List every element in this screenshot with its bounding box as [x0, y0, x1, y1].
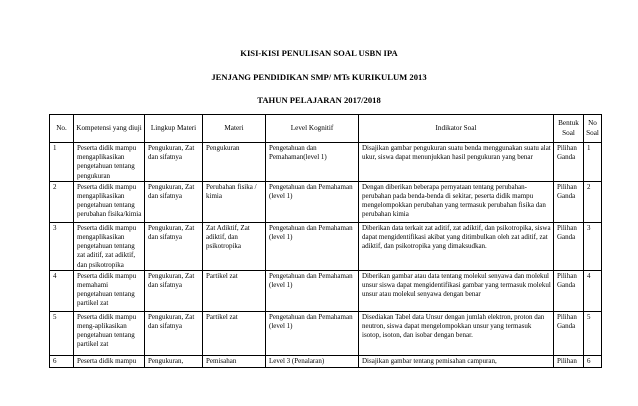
- cell-level: Pengetahuan dan Pemahaman (level 1): [266, 270, 359, 311]
- cell-level: Pengetahuan dan Pemahaman(level 1): [266, 143, 359, 182]
- document-subtitle: JENJANG PENDIDIKAN SMP/ MTs KURIKULUM 2013: [211, 72, 427, 82]
- cell-indikator: Disediakan Tabel data Unsur dengan jumlah elektron, proton dan neutron, siswa dapat mengelompokkan unsur yang termasuk isotop, isoton, dan isobar dengan benar.: [359, 311, 554, 355]
- header-indikator: Indikator Soal: [359, 115, 554, 143]
- cell-level: Pengetahuan dan Pemahaman (level 1): [266, 311, 359, 355]
- cell-bentuk: Pilihan: [554, 355, 584, 367]
- cell-nosoal: 1: [584, 143, 602, 182]
- cell-lingkup: Pengukuran, Zat dan sifatnya: [145, 222, 203, 270]
- header-level: Level Kognitif: [266, 115, 359, 143]
- table-row: [50, 355, 602, 367]
- cell-bentuk: Pilihan Ganda: [554, 222, 584, 270]
- cell-lingkup: Pengukuran, Zat dan sifatnya: [145, 311, 203, 355]
- table-row: [50, 270, 602, 311]
- cell-no: 1: [50, 143, 74, 182]
- header-no: No.: [50, 115, 74, 143]
- header-lingkup: Lingkup Materi: [145, 115, 203, 143]
- table-row: [50, 143, 602, 182]
- cell-no: 3: [50, 222, 74, 270]
- cell-nosoal: 5: [584, 311, 602, 355]
- cell-materi: Partikel zat: [203, 270, 266, 311]
- cell-materi: Pemisahan: [203, 355, 266, 367]
- cell-nosoal: 3: [584, 222, 602, 270]
- cell-nosoal: 4: [584, 270, 602, 311]
- cell-bentuk: Pilihan Ganda: [554, 311, 584, 355]
- cell-kompetensi: Peserta didik mampu mengaplikasikan pengetahuan tentang perubahan fisika/kimia: [74, 181, 145, 222]
- cell-bentuk: Pilihan Ganda: [554, 143, 584, 182]
- cell-kompetensi: Peserta didik mampu mengaplikasikan pengetahuan tentang pengukuran: [74, 143, 145, 182]
- header-kompetensi: Kompetensi yang diuji: [74, 115, 145, 143]
- cell-nosoal: 2: [584, 181, 602, 222]
- cell-no: 4: [50, 270, 74, 311]
- cell-kompetensi: Peserta didik mampu memahami pengetahuan tentang partikel zat: [74, 270, 145, 311]
- cell-kompetensi: Peserta didik mampu meng-aplikasikan pengetahuan tentang partikel zat: [74, 311, 145, 355]
- header-materi: Materi: [203, 115, 266, 143]
- cell-level: Pengetahuan dan Pemahaman (level 1): [266, 181, 359, 222]
- header-bentuk: Bentuk Soal: [554, 115, 584, 143]
- cell-kompetensi: Peserta didik mampu: [74, 355, 145, 367]
- kisi-kisi-table: [49, 114, 602, 368]
- cell-materi: Perubahan fisika / kimia: [203, 181, 266, 222]
- cell-lingkup: Pengukuran,: [145, 355, 203, 367]
- table-row: [50, 181, 602, 222]
- cell-indikator: Diberikan data terkait zat aditif, zat adiktif, dan psikotropika, siswa dapat mengidentifikasi akibat yang ditimbulkan oleh zat aditif, zat adiktif, dan psikotropika yang dimaksudkan.: [359, 222, 554, 270]
- cell-no: 2: [50, 181, 74, 222]
- header-nosoal: No Soal: [584, 115, 602, 143]
- cell-materi: Zat Adiktif, Zat adiktif, dan psikotropika: [203, 222, 266, 270]
- cell-nosoal: 6: [584, 355, 602, 367]
- document-year: TAHUN PELAJARAN 2017/2018: [257, 95, 381, 105]
- cell-indikator: Dengan diberikan beberapa pernyataan tentang perubahan-perubahan pada benda-benda di sekitar, peserta didik mampu mengelompokkan perubahan yang termasuk perubahan fisika dan perubahan kimia: [359, 181, 554, 222]
- cell-level: Level 3 (Penalaran): [266, 355, 359, 367]
- cell-materi: Partikel zat: [203, 311, 266, 355]
- table-row: [50, 222, 602, 270]
- table-header-row: [50, 115, 602, 143]
- cell-bentuk: Pilihan Ganda: [554, 181, 584, 222]
- cell-no: 6: [50, 355, 74, 367]
- cell-lingkup: Pengukuran, Zat dan sifatnya: [145, 270, 203, 311]
- cell-no: 5: [50, 311, 74, 355]
- cell-indikator: Diberikan gambar atau data tentang molekul senyawa dan molekul unsur siswa dapat mengidentifikasi gambar yang termasuk molekul unsur atau molekul senyawa dengan benar: [359, 270, 554, 311]
- cell-lingkup: Pengukuran, Zat dan sifatnya: [145, 181, 203, 222]
- table-row: [50, 311, 602, 355]
- document-title: KISI-KISI PENULISAN SOAL USBN IPA: [240, 48, 398, 58]
- cell-level: Pengetahuan dan Pemahaman (level 1): [266, 222, 359, 270]
- cell-kompetensi: Peserta didik mampu mengaplikasikan pengetahuan tentang zat aditif, zat adiktif, dan psikotropika: [74, 222, 145, 270]
- cell-bentuk: Pilihan Ganda: [554, 270, 584, 311]
- cell-indikator: Disajikan gambar tentang pemisahan campuran,: [359, 355, 554, 367]
- cell-materi: Pengukuran: [203, 143, 266, 182]
- cell-lingkup: Pengukuran, Zat dan sifatnya: [145, 143, 203, 182]
- cell-indikator: Disajikan gambar pengukuran suatu benda menggunakan suatu alat ukur, siswa dapat menunjukkan hasil pengukuran yang benar: [359, 143, 554, 182]
